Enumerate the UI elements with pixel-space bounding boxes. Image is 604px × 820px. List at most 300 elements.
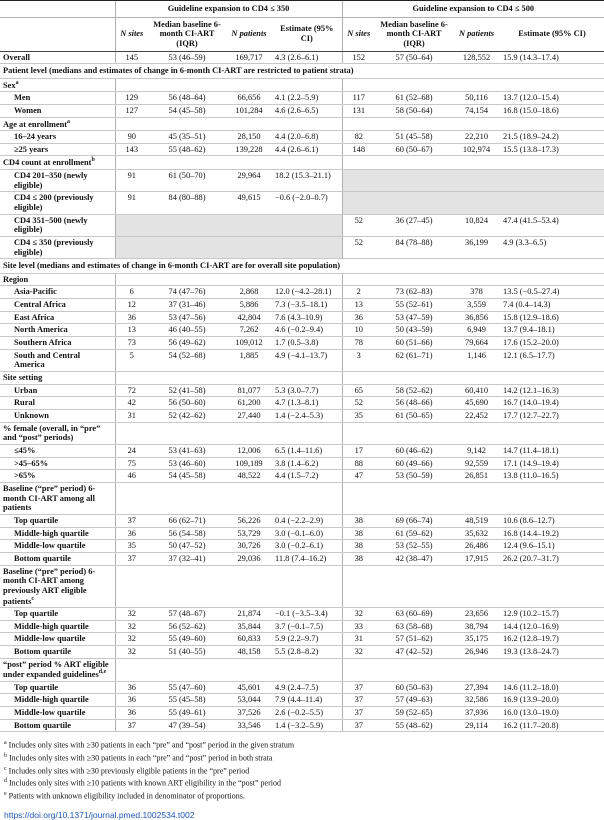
table-row <box>0 457 604 470</box>
empty-cell <box>272 78 342 91</box>
cell-estimate: −0.6 (−2.0–0.7) <box>272 192 342 214</box>
cell-n-patients: 26,486 <box>453 540 500 553</box>
cell-estimate: 13.7 (9.4–18.1) <box>500 324 604 337</box>
cell-median: 52 (42–62) <box>148 410 226 423</box>
row-label: CD4 ≤ 200 (previously eligible) <box>0 192 115 214</box>
row-label: Top quartile <box>0 514 115 527</box>
empty-cell <box>115 372 148 385</box>
cell-estimate: 4.6 (−0.2–9.4) <box>272 324 342 337</box>
cell-estimate: 6.5 (1.4–11.6) <box>272 445 342 458</box>
cell-n-patients: 17,915 <box>453 552 500 565</box>
empty-cell <box>375 117 453 130</box>
col-n-sites: N sites <box>115 17 148 51</box>
cell-estimate: 15.9 (14.3–17.4) <box>500 51 604 64</box>
empty-cell <box>453 78 500 91</box>
cell-n-patients: 48,522 <box>226 470 272 483</box>
empty-cell <box>226 422 272 444</box>
section-title: Patient level (medians and estimates of change in 6-month CI-ART are restricted to patient strata) <box>0 64 604 79</box>
cell-n-patients: 102,974 <box>453 143 500 156</box>
cell-estimate: −0.1 (−3.5–3.4) <box>272 608 342 621</box>
group-title <box>0 422 115 444</box>
empty-cell <box>342 482 375 514</box>
cell-estimate: 4.4 (2.0–6.8) <box>272 131 342 144</box>
cell-median: 56 (48–66) <box>375 397 453 410</box>
cell-estimate: 12.9 (10.2–15.7) <box>500 608 604 621</box>
na-cell <box>115 236 148 258</box>
cell-n-sites: 13 <box>115 324 148 337</box>
empty-cell <box>148 422 226 444</box>
empty-cell <box>375 482 453 514</box>
group-title-row <box>0 422 604 444</box>
cell-n-sites: 36 <box>115 311 148 324</box>
group-title <box>0 482 115 514</box>
cell-estimate: 4.9 (3.3–6.5) <box>500 236 604 258</box>
cell-n-sites: 46 <box>115 470 148 483</box>
cell-median: 55 (49–61) <box>148 707 226 720</box>
cell-n-patients: 29,114 <box>453 719 500 732</box>
cell-estimate: 14.4 (12.0–16.9) <box>500 620 604 633</box>
group-title-row <box>0 565 604 607</box>
cell-n-sites: 32 <box>115 645 148 658</box>
cell-estimate: 16.8 (15.0–18.6) <box>500 105 604 118</box>
table-row <box>0 311 604 324</box>
cell-n-patients: 1,146 <box>453 349 500 371</box>
na-cell <box>375 192 453 214</box>
table-row <box>0 286 604 299</box>
na-cell <box>453 169 500 191</box>
cell-n-patients: 53,729 <box>226 527 272 540</box>
cell-median: 57 (51–62) <box>375 633 453 646</box>
cell-n-sites: 143 <box>115 143 148 156</box>
footnotes <box>0 732 604 801</box>
cell-median: 50 (47–52) <box>148 540 226 553</box>
cell-median: 53 (47–59) <box>375 311 453 324</box>
empty-cell <box>500 482 604 514</box>
empty-cell <box>272 117 342 130</box>
cell-median: 63 (58–68) <box>375 620 453 633</box>
cell-median: 74 (47–76) <box>148 286 226 299</box>
row-label: Bottom quartile <box>0 719 115 732</box>
cell-n-patients: 56,226 <box>226 514 272 527</box>
cell-n-sites: 37 <box>342 719 375 732</box>
empty-cell <box>272 422 342 444</box>
empty-cell <box>272 482 342 514</box>
col-median: Median baseline 6-month CI-ART (IQR) <box>375 17 453 51</box>
cell-n-sites: 32 <box>115 633 148 646</box>
cell-n-sites: 42 <box>115 397 148 410</box>
table-row <box>0 131 604 144</box>
cell-median: 59 (52–65) <box>375 707 453 720</box>
cell-n-sites: 47 <box>342 470 375 483</box>
empty-cell <box>342 78 375 91</box>
empty-cell <box>115 156 148 169</box>
cell-n-sites: 129 <box>115 92 148 105</box>
footnote-text: Includes only sites with ≥30 patients in each “pre” and “post” period in both strata <box>9 753 273 763</box>
cell-n-patients: 109,189 <box>226 457 272 470</box>
empty-cell <box>375 273 453 286</box>
group-title <box>0 78 115 91</box>
na-cell <box>272 214 342 236</box>
row-label: 16–24 years <box>0 131 115 144</box>
cell-median: 57 (50–64) <box>375 51 453 64</box>
cell-n-sites: 32 <box>115 608 148 621</box>
row-label: Unknown <box>0 410 115 423</box>
footnote-mark: d <box>4 778 7 785</box>
cell-estimate: 14.7 (11.4–18.1) <box>500 445 604 458</box>
cell-n-sites: 152 <box>342 51 375 64</box>
row-label: Top quartile <box>0 681 115 694</box>
cell-n-patients: 28,150 <box>226 131 272 144</box>
table-row <box>0 694 604 707</box>
cell-median: 54 (52–68) <box>148 349 226 371</box>
empty-cell <box>375 372 453 385</box>
cell-estimate: 15.5 (13.8–17.3) <box>500 143 604 156</box>
group-title-text: Baseline (“pre” period) 6-month CI-ART among previously ART eligible patients <box>3 566 96 606</box>
empty-cell <box>148 117 226 130</box>
na-cell <box>115 214 148 236</box>
cell-estimate: 16.2 (12.8–19.7) <box>500 633 604 646</box>
empty-cell <box>148 565 226 607</box>
empty-cell <box>342 156 375 169</box>
row-label: Urban <box>0 384 115 397</box>
col-median: Median baseline 6-month CI-ART (IQR) <box>148 17 226 51</box>
empty-cell <box>500 565 604 607</box>
na-cell <box>148 214 226 236</box>
cell-n-sites: 145 <box>115 51 148 64</box>
row-label: >65% <box>0 470 115 483</box>
cell-median: 69 (66–74) <box>375 514 453 527</box>
row-label: Middle-high quartile <box>0 694 115 707</box>
cell-estimate: 7.3 (−3.5–18.1) <box>272 299 342 312</box>
table-row <box>0 324 604 337</box>
cell-n-patients: 37,936 <box>453 707 500 720</box>
footnote-marker: b <box>91 157 95 164</box>
cell-n-sites: 6 <box>115 286 148 299</box>
cell-median: 55 (48–62) <box>148 143 226 156</box>
cell-estimate: 13.7 (12.0–15.4) <box>500 92 604 105</box>
group-title-text: “post” period % ART eligible under expanded guidelines <box>3 659 109 680</box>
table-row <box>0 169 604 191</box>
cell-median: 45 (35–51) <box>148 131 226 144</box>
empty-cell <box>453 658 500 681</box>
empty-cell <box>342 565 375 607</box>
empty-cell <box>226 117 272 130</box>
cell-n-patients: 35,632 <box>453 527 500 540</box>
footnote-text: Includes only sites with ≥30 patients in each “pre” and “post” period in the given stratum <box>8 741 295 751</box>
cell-n-sites: 36 <box>115 681 148 694</box>
empty-cell <box>453 565 500 607</box>
empty-cell <box>226 658 272 681</box>
cell-median: 63 (60–69) <box>375 608 453 621</box>
cell-n-patients: 27,440 <box>226 410 272 423</box>
cell-estimate: 4.1 (2.2–5.9) <box>272 92 342 105</box>
group-title <box>0 372 115 385</box>
cell-estimate: 16.2 (11.7–20.8) <box>500 719 604 732</box>
row-label: Rural <box>0 397 115 410</box>
cell-n-patients: 101,284 <box>226 105 272 118</box>
cell-n-sites: 32 <box>342 645 375 658</box>
cell-median: 55 (52–61) <box>375 299 453 312</box>
table-row <box>0 299 604 312</box>
group-title-row <box>0 156 604 169</box>
group-title-row <box>0 482 604 514</box>
cell-n-sites: 36 <box>115 527 148 540</box>
cell-n-sites: 88 <box>342 457 375 470</box>
cell-estimate: 7.6 (4.3–10.9) <box>272 311 342 324</box>
cell-estimate: 16.8 (14.4–19.2) <box>500 527 604 540</box>
empty-cell <box>148 78 226 91</box>
cell-n-sites: 13 <box>342 299 375 312</box>
cell-n-sites: 82 <box>342 131 375 144</box>
cell-median: 66 (62–71) <box>148 514 226 527</box>
empty-cell <box>342 422 375 444</box>
na-cell <box>226 236 272 258</box>
table-row <box>0 707 604 720</box>
cell-median: 60 (50–63) <box>375 681 453 694</box>
cell-n-sites: 37 <box>342 707 375 720</box>
table-row <box>0 645 604 658</box>
empty-cell <box>226 565 272 607</box>
cell-n-sites: 38 <box>342 540 375 553</box>
cell-estimate: 17.7 (12.7–22.7) <box>500 410 604 423</box>
cell-n-patients: 12,006 <box>226 445 272 458</box>
cell-n-patients: 21,874 <box>226 608 272 621</box>
cell-median: 51 (40–55) <box>148 645 226 658</box>
empty-cell <box>115 565 148 607</box>
cell-n-patients: 22,452 <box>453 410 500 423</box>
cell-n-sites: 17 <box>342 445 375 458</box>
group-title-text: Sex <box>3 80 16 90</box>
cell-estimate: 19.3 (13.8–24.7) <box>500 645 604 658</box>
cell-n-sites: 38 <box>342 552 375 565</box>
cell-n-patients: 74,154 <box>453 105 500 118</box>
row-label: Asia-Pacific <box>0 286 115 299</box>
table-row <box>0 410 604 423</box>
cell-median: 53 (46–59) <box>148 51 226 64</box>
cell-median: 55 (49–60) <box>148 633 226 646</box>
cell-estimate: 1.4 (−2.4–5.3) <box>272 410 342 423</box>
cell-n-sites: 36 <box>342 311 375 324</box>
cell-estimate: 12.1 (6.5–17.7) <box>500 349 604 371</box>
footnote-marker: c <box>31 595 35 602</box>
row-label: Top quartile <box>0 608 115 621</box>
cell-n-patients: 9,142 <box>453 445 500 458</box>
cell-estimate: 1.4 (−3.2–5.9) <box>272 719 342 732</box>
cell-median: 36 (27–45) <box>375 214 453 236</box>
cell-n-sites: 35 <box>342 410 375 423</box>
table-row <box>0 384 604 397</box>
cell-median: 60 (46–62) <box>375 445 453 458</box>
cell-median: 56 (49–62) <box>148 337 226 350</box>
row-label: Middle-low quartile <box>0 707 115 720</box>
cell-n-sites: 52 <box>342 214 375 236</box>
cell-n-patients: 7,262 <box>226 324 272 337</box>
empty-cell <box>375 658 453 681</box>
cell-estimate: 14.2 (12.1–16.3) <box>500 384 604 397</box>
cell-estimate: 26.2 (20.7–31.7) <box>500 552 604 565</box>
cell-n-patients: 109,012 <box>226 337 272 350</box>
table-row <box>0 105 604 118</box>
cell-median: 52 (41–58) <box>148 384 226 397</box>
footnote-mark: c <box>4 765 7 772</box>
row-label: CD4 201–350 (newly eligible) <box>0 169 115 191</box>
empty-cell <box>272 156 342 169</box>
cell-median: 53 (50–59) <box>375 470 453 483</box>
col-estimate: Estimate (95% CI) <box>272 17 342 51</box>
empty-cell <box>453 156 500 169</box>
empty-cell <box>226 482 272 514</box>
na-cell <box>453 192 500 214</box>
na-cell <box>272 236 342 258</box>
empty-cell <box>500 422 604 444</box>
cell-estimate: 14.6 (11.2–18.0) <box>500 681 604 694</box>
row-label: Bottom quartile <box>0 645 115 658</box>
empty-cell <box>500 156 604 169</box>
empty-cell <box>272 565 342 607</box>
cell-estimate: 4.7 (1.3–8.1) <box>272 397 342 410</box>
empty-cell <box>115 273 148 286</box>
section-title: Site level (medians and estimates of change in 6-month CI-ART are for overall site population) <box>0 259 604 274</box>
cell-n-patients: 37,526 <box>226 707 272 720</box>
cell-median: 47 (39–54) <box>148 719 226 732</box>
empty-cell <box>453 482 500 514</box>
cell-n-sites: 90 <box>115 131 148 144</box>
cell-n-patients: 60,410 <box>453 384 500 397</box>
empty-cell <box>115 482 148 514</box>
cell-median: 54 (45–58) <box>148 470 226 483</box>
cell-estimate: 5.9 (2.2–9.7) <box>272 633 342 646</box>
table-row <box>0 540 604 553</box>
cell-n-patients: 61,200 <box>226 397 272 410</box>
table-row <box>0 633 604 646</box>
col-estimate: Estimate (95% CI) <box>500 17 604 51</box>
group-title-row <box>0 658 604 681</box>
table-row <box>0 236 604 258</box>
table-row <box>0 552 604 565</box>
cell-median: 84 (80–88) <box>148 192 226 214</box>
cell-estimate: 17.1 (14.9–19.4) <box>500 457 604 470</box>
cell-n-patients: 26,946 <box>453 645 500 658</box>
cell-n-sites: 37 <box>342 681 375 694</box>
cell-median: 57 (49–63) <box>375 694 453 707</box>
cell-n-patients: 48,158 <box>226 645 272 658</box>
table-row <box>0 92 604 105</box>
cell-n-sites: 52 <box>342 397 375 410</box>
cell-n-patients: 53,044 <box>226 694 272 707</box>
empty-cell <box>375 422 453 444</box>
empty-cell <box>272 372 342 385</box>
group-title <box>0 565 115 607</box>
group-title-text: % female (overall, in “pre” and “post” periods) <box>3 423 101 443</box>
cell-median: 53 (47–56) <box>148 311 226 324</box>
col-n-patients: N patients <box>453 17 500 51</box>
footnote-marker: d,e <box>98 669 107 676</box>
cell-median: 55 (48–62) <box>375 719 453 732</box>
empty-cell <box>115 78 148 91</box>
cell-median: 56 (50–60) <box>148 397 226 410</box>
row-label: CD4 351–500 (newly eligible) <box>0 214 115 236</box>
cell-n-patients: 29,964 <box>226 169 272 191</box>
table-row <box>0 337 604 350</box>
row-label: Men <box>0 92 115 105</box>
empty-cell <box>115 658 148 681</box>
cell-estimate: 13.5 (−0.5–27.4) <box>500 286 604 299</box>
cell-median: 55 (47–60) <box>148 681 226 694</box>
cell-n-patients: 6,949 <box>453 324 500 337</box>
cell-n-patients: 26,851 <box>453 470 500 483</box>
cell-n-patients: 29,036 <box>226 552 272 565</box>
cell-median: 61 (50–65) <box>375 410 453 423</box>
empty-cell <box>453 372 500 385</box>
na-cell <box>500 192 604 214</box>
empty-cell <box>342 658 375 681</box>
cell-median: 53 (41–63) <box>148 445 226 458</box>
na-cell <box>148 236 226 258</box>
row-label: Bottom quartile <box>0 552 115 565</box>
cell-median: 62 (61–71) <box>375 349 453 371</box>
row-label: Middle-low quartile <box>0 633 115 646</box>
cell-median: 53 (52–55) <box>375 540 453 553</box>
footnote <box>4 753 600 764</box>
cell-n-patients: 1,885 <box>226 349 272 371</box>
footnote-mark: a <box>4 740 7 747</box>
cell-n-patients: 5,886 <box>226 299 272 312</box>
cell-median: 61 (52–68) <box>375 92 453 105</box>
section-patient-level <box>0 64 604 79</box>
group-title-row <box>0 117 604 130</box>
cell-n-sites: 52 <box>342 236 375 258</box>
table-row <box>0 719 604 732</box>
cell-n-patients: 79,664 <box>453 337 500 350</box>
row-label: Women <box>0 105 115 118</box>
cell-estimate: 3.8 (1.4–6.2) <box>272 457 342 470</box>
empty-cell <box>375 565 453 607</box>
cell-n-sites: 117 <box>342 92 375 105</box>
cell-n-sites: 24 <box>115 445 148 458</box>
group-title <box>0 273 115 286</box>
footnote-text: Includes only sites with ≥10 patients with known ART eligibility in the “post” period <box>9 778 281 788</box>
cell-median: 60 (51–66) <box>375 337 453 350</box>
row-label: ≥25 years <box>0 143 115 156</box>
empty-cell <box>342 372 375 385</box>
cell-estimate: 12.4 (9.6–15.1) <box>500 540 604 553</box>
footnote <box>4 778 600 789</box>
cell-n-sites: 31 <box>342 633 375 646</box>
cell-n-sites: 38 <box>342 514 375 527</box>
empty-cell <box>148 658 226 681</box>
cell-estimate: 2.6 (−0.2–5.5) <box>272 707 342 720</box>
cell-estimate: 7.9 (4.4–11.4) <box>272 694 342 707</box>
empty-cell <box>226 273 272 286</box>
cell-estimate: 3.7 (−0.1–7.5) <box>272 620 342 633</box>
cell-n-sites: 31 <box>115 410 148 423</box>
empty-cell <box>342 117 375 130</box>
cell-median: 57 (48–67) <box>148 608 226 621</box>
row-label: North America <box>0 324 115 337</box>
table-row <box>0 681 604 694</box>
cell-n-patients: 42,804 <box>226 311 272 324</box>
empty-cell <box>375 156 453 169</box>
doi-link[interactable]: https://doi.org/10.1371/journal.pmed.1002534.t002 <box>4 809 195 820</box>
cell-n-sites: 37 <box>342 694 375 707</box>
row-label: >45–65% <box>0 457 115 470</box>
cell-estimate: 11.8 (7.4–16.2) <box>272 552 342 565</box>
group-title-row <box>0 78 604 91</box>
footnote-marker: a <box>15 79 19 86</box>
cell-n-sites: 36 <box>115 694 148 707</box>
overall-row <box>0 51 604 64</box>
cell-estimate: 5.5 (2.8–8.2) <box>272 645 342 658</box>
